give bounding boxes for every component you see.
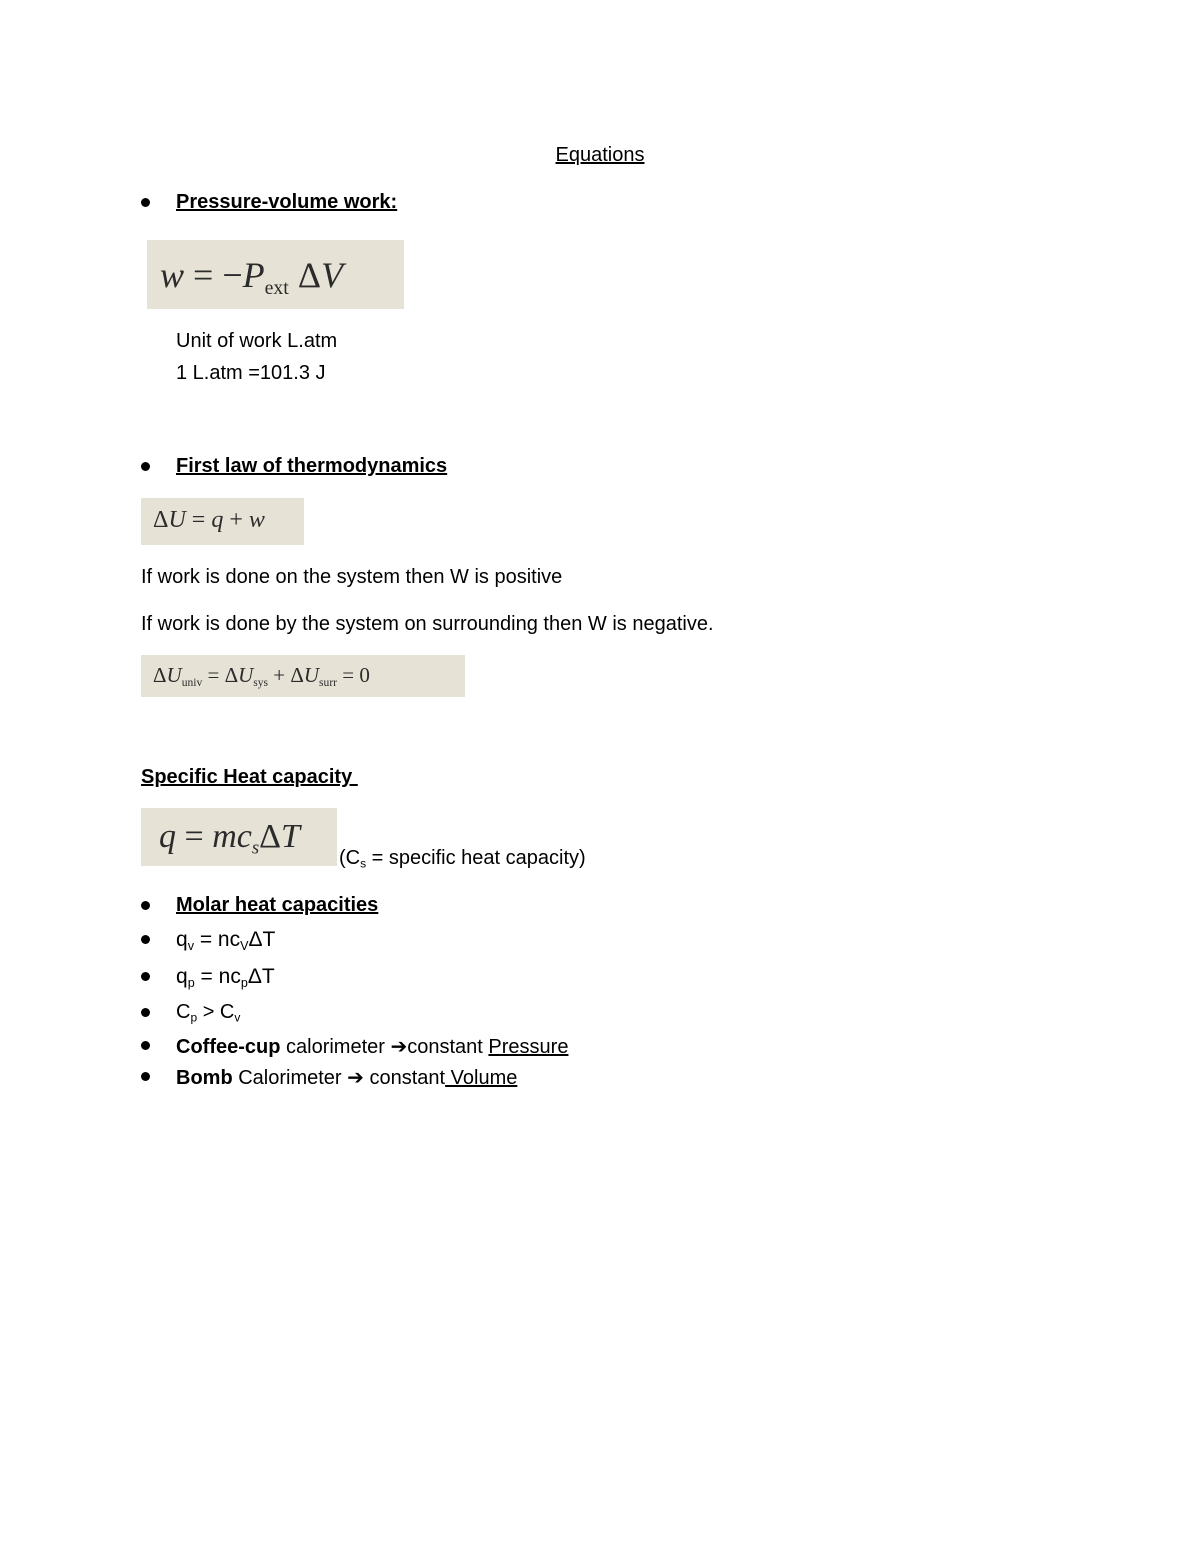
molar-heat-heading: Molar heat capacities (176, 894, 379, 916)
cp-gt-cv-text: Cp > Cv (176, 1001, 241, 1025)
coffee-cup-calorimeter-text: Coffee-cup calorimeter ➔constant Pressure (176, 1036, 569, 1058)
unit-of-work-text: Unit of work L.atm (176, 330, 338, 352)
pv-work-equation: $w = -P_{ext}$ ΔV (147, 240, 404, 309)
specific-heat-heading: Specific Heat capacity (141, 766, 358, 788)
bullet-dot (141, 1008, 150, 1017)
bullet-dot (141, 1041, 150, 1050)
conversion-text: 1 L.atm =101.3 J (176, 362, 326, 384)
bomb-calorimeter-text: Bomb Calorimeter ➔ constant Volume (176, 1067, 518, 1089)
work-by-system-text: If work is done by the system on surrounding then W is negative. (141, 613, 714, 635)
qp-formula: qp = ncpΔT (176, 965, 275, 990)
specific-heat-note: (Cs = specific heat capacity) (339, 847, 586, 871)
specific-heat-equation: $q = mc_s\Delta T$ (141, 808, 337, 866)
bullet-dot (141, 198, 150, 207)
qv-formula: qv = ncVΔT (176, 928, 276, 953)
bullet-dot (141, 901, 150, 910)
bullet-dot (141, 462, 150, 471)
first-law-equation: ΔU = q + w (141, 498, 304, 545)
work-on-system-text: If work is done on the system then W is positive (141, 566, 563, 588)
universe-energy-equation: $\Delta U_{univ} = \Delta U_{sys} + \Delta U_{surr} = 0$ (141, 655, 465, 697)
arrow-right-icon: ➔ (390, 1036, 408, 1058)
page-title: Equations (555, 144, 645, 166)
pv-work-heading: Pressure-volume work: (176, 191, 398, 213)
first-law-heading: First law of thermodynamics (176, 455, 448, 477)
bullet-dot (141, 1072, 150, 1081)
bullet-dot (141, 935, 150, 944)
arrow-right-icon: ➔ (347, 1067, 364, 1089)
bullet-dot (141, 972, 150, 981)
